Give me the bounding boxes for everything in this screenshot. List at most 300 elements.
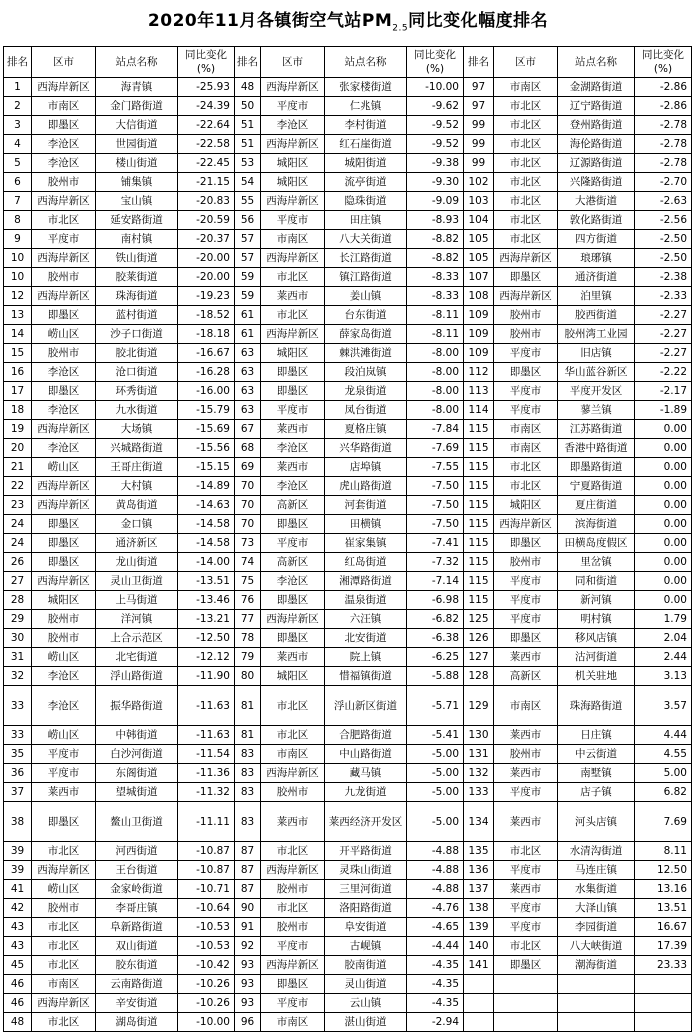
station-cell: 白沙河街道 [96,745,178,764]
change-cell: -7.50 [407,496,464,515]
station-cell: 王台街道 [96,861,178,880]
change-cell: -22.64 [178,116,235,135]
district-cell: 胶州市 [32,173,96,192]
district-cell: 莱西市 [32,783,96,802]
rank-cell: 53 [235,154,261,173]
table-row [4,78,692,97]
rank-cell: 69 [235,458,261,477]
rank-cell: 68 [235,439,261,458]
district-cell: 即墨区 [32,306,96,325]
change-cell: -8.00 [407,401,464,420]
district-cell: 西海岸新区 [32,249,96,268]
change-cell: -10.00 [407,78,464,97]
change-cell: -20.83 [178,192,235,211]
rank-cell: 115 [464,420,494,439]
rank-cell: 16 [4,363,32,382]
change-cell: -8.00 [407,382,464,401]
rank-cell: 1 [4,78,32,97]
change-cell: -4.44 [407,937,464,956]
station-cell: 胶南街道 [325,956,407,975]
district-cell: 胶州市 [494,325,558,344]
rank-cell: 15 [4,344,32,363]
district-cell: 平度市 [494,899,558,918]
district-cell: 即墨区 [494,534,558,553]
rank-cell: 21 [4,458,32,477]
rank-cell: 107 [464,268,494,287]
district-cell: 莱西市 [494,764,558,783]
change-cell: 5.00 [635,764,692,783]
station-cell: 红岛街道 [325,553,407,572]
rank-cell: 4 [4,135,32,154]
rank-cell: 81 [235,686,261,726]
change-cell: 6.82 [635,783,692,802]
rank-cell: 63 [235,382,261,401]
table-row [4,306,692,325]
rank-cell: 138 [464,899,494,918]
change-cell: 13.51 [635,899,692,918]
district-cell: 市北区 [494,458,558,477]
change-cell: -9.62 [407,97,464,116]
station-cell: 上马街道 [96,591,178,610]
district-cell: 即墨区 [32,553,96,572]
station-cell: 铁山街道 [96,249,178,268]
change-cell: -2.78 [635,135,692,154]
table-row [4,802,692,842]
change-cell: -19.23 [178,287,235,306]
change-cell: -6.98 [407,591,464,610]
rank-cell [464,975,494,994]
rank-cell: 93 [235,956,261,975]
rank-cell: 8 [4,211,32,230]
table-row [4,135,692,154]
district-cell: 莱西市 [261,458,325,477]
rank-cell: 38 [4,802,32,842]
district-cell: 胶州市 [261,783,325,802]
district-cell: 莱西市 [494,880,558,899]
district-cell: 莱西市 [494,648,558,667]
station-cell: 云南路街道 [96,975,178,994]
rank-cell: 141 [464,956,494,975]
rank-cell: 9 [4,230,32,249]
station-cell: 胶西街道 [558,306,635,325]
district-cell: 平度市 [32,764,96,783]
district-cell: 市南区 [32,97,96,116]
change-cell: 0.00 [635,439,692,458]
district-cell: 市北区 [32,918,96,937]
district-cell: 平度市 [494,401,558,420]
district-cell: 市北区 [494,116,558,135]
change-cell: 0.00 [635,477,692,496]
rank-cell: 2 [4,97,32,116]
rank-cell: 115 [464,477,494,496]
station-cell: 镇江路街道 [325,268,407,287]
change-cell: -22.45 [178,154,235,173]
station-cell: 金门路街道 [96,97,178,116]
table-row [4,382,692,401]
change-cell: -6.25 [407,648,464,667]
district-cell: 市北区 [32,956,96,975]
change-cell: -11.54 [178,745,235,764]
change-cell: -2.56 [635,211,692,230]
district-cell [494,1013,558,1032]
rank-cell: 10 [4,249,32,268]
change-cell: -7.41 [407,534,464,553]
table-row [4,458,692,477]
change-cell: -10.87 [178,861,235,880]
rank-cell: 17 [4,382,32,401]
rank-cell: 35 [4,745,32,764]
change-cell: 0.00 [635,534,692,553]
station-cell: 新河镇 [558,591,635,610]
district-cell: 莱西市 [261,648,325,667]
title-subscript: 2.5 [392,23,409,34]
table-row [4,899,692,918]
district-cell: 胶州市 [494,745,558,764]
change-cell: -2.50 [635,249,692,268]
table-row [4,553,692,572]
table-row [4,726,692,745]
station-cell [558,994,635,1013]
rank-cell: 115 [464,496,494,515]
change-cell: 1.79 [635,610,692,629]
page-title [0,0,696,46]
rank-cell: 96 [235,1013,261,1032]
change-cell: -10.26 [178,994,235,1013]
district-cell: 莱西市 [261,802,325,842]
table-row [4,230,692,249]
change-cell: -25.93 [178,78,235,97]
change-cell: -2.63 [635,192,692,211]
district-cell: 即墨区 [261,363,325,382]
rank-cell: 27 [4,572,32,591]
district-cell: 平度市 [32,745,96,764]
district-cell: 李沧区 [261,572,325,591]
header-change: 同比变化(%) [178,47,235,78]
rank-cell: 83 [235,745,261,764]
district-cell: 平度市 [494,861,558,880]
table-row [4,745,692,764]
district-cell: 市南区 [261,1013,325,1032]
station-cell: 金湖路街道 [558,78,635,97]
district-cell: 城阳区 [261,173,325,192]
change-cell: -2.78 [635,116,692,135]
station-cell: 浮山路街道 [96,667,178,686]
change-cell: -4.88 [407,842,464,861]
change-cell: 23.33 [635,956,692,975]
rank-cell: 46 [4,994,32,1013]
district-cell [494,994,558,1013]
change-cell: 4.44 [635,726,692,745]
rank-cell: 93 [235,994,261,1013]
district-cell: 李沧区 [261,439,325,458]
rank-cell: 29 [4,610,32,629]
station-cell: 龙山街道 [96,553,178,572]
change-cell: -10.00 [178,1013,235,1032]
change-cell: -8.11 [407,306,464,325]
table-row [4,268,692,287]
rank-cell: 70 [235,496,261,515]
station-cell: 胶北街道 [96,344,178,363]
table-row [4,116,692,135]
district-cell: 莱西市 [261,287,325,306]
rank-cell: 140 [464,937,494,956]
change-cell: 17.39 [635,937,692,956]
change-cell: -20.00 [178,249,235,268]
rank-cell: 43 [4,918,32,937]
district-cell: 西海岸新区 [32,78,96,97]
district-cell: 城阳区 [261,344,325,363]
table-row [4,918,692,937]
station-cell: 大泽山镇 [558,899,635,918]
rank-cell: 115 [464,534,494,553]
change-cell: 0.00 [635,591,692,610]
change-cell [635,1013,692,1032]
station-cell: 夏庄街道 [558,496,635,515]
rank-cell: 93 [235,975,261,994]
change-cell: -7.50 [407,477,464,496]
rank-cell: 87 [235,880,261,899]
change-cell: 2.44 [635,648,692,667]
rank-cell: 56 [235,211,261,230]
change-cell: -14.00 [178,553,235,572]
district-cell: 即墨区 [261,382,325,401]
station-cell: 李村街道 [325,116,407,135]
change-cell: -7.32 [407,553,464,572]
district-cell: 市北区 [494,230,558,249]
district-cell: 李沧区 [32,154,96,173]
rank-cell: 129 [464,686,494,726]
change-cell: -11.63 [178,686,235,726]
district-cell: 平度市 [261,994,325,1013]
table-row [4,956,692,975]
rank-cell: 36 [4,764,32,783]
station-cell: 阜新路街道 [96,918,178,937]
rank-cell: 75 [235,572,261,591]
station-cell: 城阳街道 [325,154,407,173]
rank-cell: 115 [464,458,494,477]
table-row [4,880,692,899]
district-cell: 胶州市 [494,306,558,325]
district-cell: 崂山区 [32,648,96,667]
rank-cell: 28 [4,591,32,610]
change-cell: -13.21 [178,610,235,629]
title-main: 2020年11月各镇街空气站PM [147,11,393,31]
change-cell: -21.15 [178,173,235,192]
station-cell: 河套街道 [325,496,407,515]
district-cell: 李沧区 [32,439,96,458]
change-cell: 0.00 [635,458,692,477]
station-cell: 店子镇 [558,783,635,802]
station-cell: 辽源路街道 [558,154,635,173]
station-cell: 棘洪滩街道 [325,344,407,363]
change-cell: -13.46 [178,591,235,610]
rank-cell: 48 [235,78,261,97]
district-cell: 即墨区 [494,629,558,648]
change-cell: -5.00 [407,783,464,802]
station-cell: 水清沟街道 [558,842,635,861]
station-cell: 红石崖街道 [325,135,407,154]
district-cell [494,975,558,994]
district-cell: 西海岸新区 [32,861,96,880]
change-cell: 7.69 [635,802,692,842]
change-cell: 0.00 [635,572,692,591]
change-cell: -4.35 [407,975,464,994]
station-cell: 店埠镇 [325,458,407,477]
change-cell: -2.94 [407,1013,464,1032]
station-cell: 金家岭街道 [96,880,178,899]
table-row [4,534,692,553]
station-cell: 八大峡街道 [558,937,635,956]
header-district: 区市 [494,47,558,78]
change-cell: -11.32 [178,783,235,802]
header-district: 区市 [32,47,96,78]
table-row [4,249,692,268]
district-cell: 市北区 [32,211,96,230]
district-cell: 西海岸新区 [261,956,325,975]
header-row [4,47,692,78]
station-cell: 洛阳路街道 [325,899,407,918]
district-cell: 高新区 [261,496,325,515]
district-cell: 李沧区 [261,477,325,496]
rank-cell: 26 [4,553,32,572]
change-cell: -2.50 [635,230,692,249]
table-row [4,842,692,861]
station-cell: 水集街道 [558,880,635,899]
rank-cell: 3 [4,116,32,135]
station-cell: 北安街道 [325,629,407,648]
rank-cell: 103 [464,192,494,211]
district-cell: 西海岸新区 [261,325,325,344]
rank-cell: 102 [464,173,494,192]
rank-cell: 99 [464,135,494,154]
rank-cell: 115 [464,515,494,534]
station-cell: 隐珠街道 [325,192,407,211]
station-cell: 夏格庄镇 [325,420,407,439]
station-cell: 通济新区 [96,534,178,553]
rank-cell [464,1013,494,1032]
district-cell: 崂山区 [32,726,96,745]
station-cell: 湖岛街道 [96,1013,178,1032]
district-cell: 高新区 [261,553,325,572]
change-cell: -15.69 [178,420,235,439]
table-row [4,192,692,211]
header-station: 站点名称 [96,47,178,78]
station-cell: 海伦路街道 [558,135,635,154]
change-cell: -11.36 [178,764,235,783]
station-cell: 阜安街道 [325,918,407,937]
table-row [4,496,692,515]
rank-cell: 134 [464,802,494,842]
change-cell: -7.69 [407,439,464,458]
station-cell: 王哥庄街道 [96,458,178,477]
rank-cell: 39 [4,842,32,861]
station-cell: 江苏路街道 [558,420,635,439]
change-cell: -5.00 [407,802,464,842]
station-cell: 湘潭路街道 [325,572,407,591]
district-cell: 西海岸新区 [32,477,96,496]
district-cell: 城阳区 [261,667,325,686]
station-cell: 机关驻地 [558,667,635,686]
station-cell: 大场镇 [96,420,178,439]
change-cell: -7.84 [407,420,464,439]
rank-cell: 22 [4,477,32,496]
district-cell: 西海岸新区 [261,249,325,268]
table-row [4,994,692,1013]
district-cell: 李沧区 [32,667,96,686]
change-cell: -11.90 [178,667,235,686]
rank-cell: 31 [4,648,32,667]
rank-cell: 139 [464,918,494,937]
change-cell: -4.88 [407,880,464,899]
station-cell: 院上镇 [325,648,407,667]
district-cell: 西海岸新区 [32,572,96,591]
change-cell: -8.33 [407,268,464,287]
rank-cell: 104 [464,211,494,230]
station-cell: 古岘镇 [325,937,407,956]
district-cell: 西海岸新区 [32,192,96,211]
district-cell: 平度市 [494,344,558,363]
change-cell: 4.55 [635,745,692,764]
change-cell: -9.52 [407,116,464,135]
station-cell: 兴城路街道 [96,439,178,458]
district-cell: 胶州市 [261,880,325,899]
station-cell: 开平路街道 [325,842,407,861]
station-cell: 台东街道 [325,306,407,325]
station-cell: 北宅街道 [96,648,178,667]
change-cell: -2.33 [635,287,692,306]
station-cell: 姜山镇 [325,287,407,306]
station-cell: 胶州湾工业园 [558,325,635,344]
district-cell: 市南区 [494,78,558,97]
district-cell: 市北区 [494,937,558,956]
station-cell: 沽河街道 [558,648,635,667]
table-row [4,975,692,994]
rank-cell: 83 [235,802,261,842]
rank-cell: 19 [4,420,32,439]
district-cell: 市北区 [494,192,558,211]
station-cell: 沧口街道 [96,363,178,382]
change-cell: -8.00 [407,344,464,363]
district-cell: 市北区 [261,268,325,287]
header-station: 站点名称 [558,47,635,78]
change-cell: -16.00 [178,382,235,401]
station-cell: 铺集镇 [96,173,178,192]
district-cell: 平度市 [32,230,96,249]
rank-cell: 59 [235,268,261,287]
station-cell: 龙泉街道 [325,382,407,401]
station-cell: 黄岛街道 [96,496,178,515]
district-cell: 李沧区 [261,116,325,135]
station-cell: 崔家集镇 [325,534,407,553]
station-cell: 华山蓝谷新区 [558,363,635,382]
station-cell: 云山镇 [325,994,407,1013]
station-cell: 流亭街道 [325,173,407,192]
station-cell: 田横镇 [325,515,407,534]
district-cell: 高新区 [494,667,558,686]
district-cell: 西海岸新区 [261,135,325,154]
district-cell: 即墨区 [32,515,96,534]
station-cell: 六汪镇 [325,610,407,629]
header-station: 站点名称 [325,47,407,78]
station-cell: 珠海街道 [96,287,178,306]
station-cell: 段泊岚镇 [325,363,407,382]
change-cell: -8.93 [407,211,464,230]
rank-cell: 99 [464,154,494,173]
station-cell: 长江路街道 [325,249,407,268]
station-cell: 振华路街道 [96,686,178,726]
station-cell: 洋河镇 [96,610,178,629]
rank-cell: 126 [464,629,494,648]
